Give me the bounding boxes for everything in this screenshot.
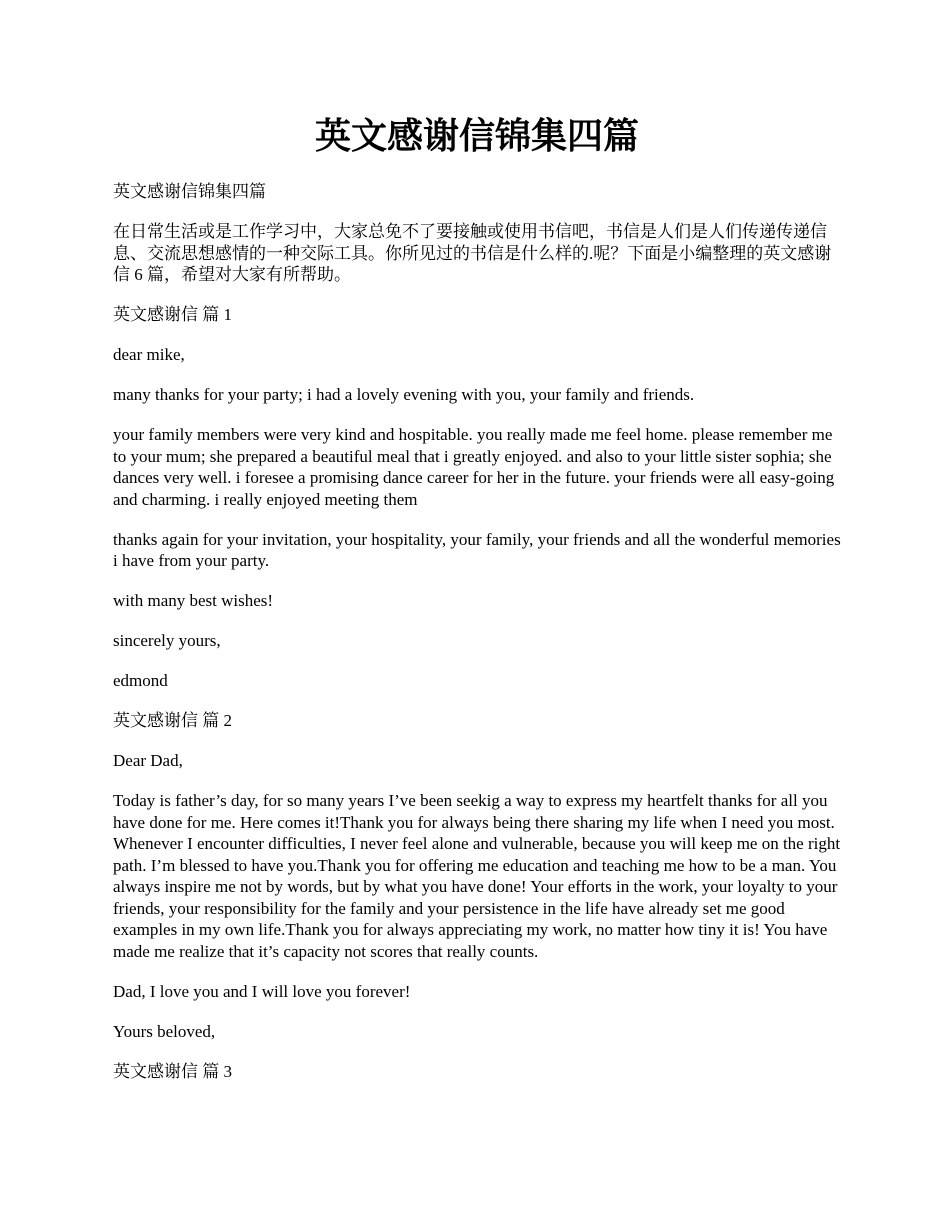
letter2-closing: Yours beloved, bbox=[113, 1021, 216, 1041]
document-page bbox=[113, 0, 841, 1101]
section-heading-3: 英文感谢信 篇 3 bbox=[113, 1061, 232, 1081]
letter2-paragraph-2: Dad, I love you and I will love you forever! bbox=[113, 981, 411, 1001]
letter1-paragraph-3: thanks again for your invitation, your hospitality, your family, your friends and all the wonderful memories i have from your party. bbox=[113, 529, 841, 570]
letter1-signature: edmond bbox=[113, 671, 168, 690]
section-heading-2: 英文感谢信 篇 2 bbox=[113, 711, 232, 730]
document-title: 英文感谢信锦集四篇 bbox=[314, 116, 639, 157]
letter1-wishes: with many best wishes! bbox=[113, 591, 274, 610]
letter2-paragraph-1: Today is father’s day, for so many years I’ve been seekig a way to express my heartfelt thanks for all you have done for me. Here comes it!Thank you for always being there sharing my life when I need you most. Whenever I encounter difficulties, I never feel alone and vulnerable, because you will keep me on the right path. I’m blessed to have you.Thank you for offering me education and teaching me how to be a man. You always inspire me not by words, but by what you have done! Your efforts in the work, your loyalty to your friends, your responsibility for the family and your persistence in the life have already set me good examples in my own life.Thank you for always appreciating my work, no matter how tiny it is! You have made me realize that it’s capacity not scores that really counts. bbox=[113, 791, 841, 961]
document-body bbox=[113, 181, 841, 1082]
letter1-paragraph-1: many thanks for your party; i had a lovely evening with you, your family and friends. bbox=[113, 385, 695, 404]
section-heading-1: 英文感谢信 篇 1 bbox=[113, 305, 232, 324]
intro-paragraph: 在日常生活或是工作学习中，大家总免不了要接触或使用书信吧，书信是人们是人们传递传递信息、交流思想感情的一种交际工具。你所见过的书信是什么样的.呢？下面是小编整理的英文感谢信 6 篇，希望对大家有所帮助。 bbox=[113, 222, 832, 284]
subtitle-paragraph: 英文感谢信锦集四篇 bbox=[113, 182, 266, 201]
letter1-paragraph-2: your family members were very kind and hospitable. you really made me feel home. please remember me to your mum; she prepared a beautiful meal that i greatly enjoyed. and also to your little sister sophia; she dances very well. i foresee a promising dance career for her in the future. your friends were all easy-going and charming. i really enjoyed meeting them bbox=[113, 425, 835, 509]
letter1-salutation: dear mike, bbox=[113, 345, 185, 364]
letter2-salutation: Dear Dad, bbox=[113, 751, 183, 770]
letter1-closing: sincerely yours, bbox=[113, 631, 221, 650]
